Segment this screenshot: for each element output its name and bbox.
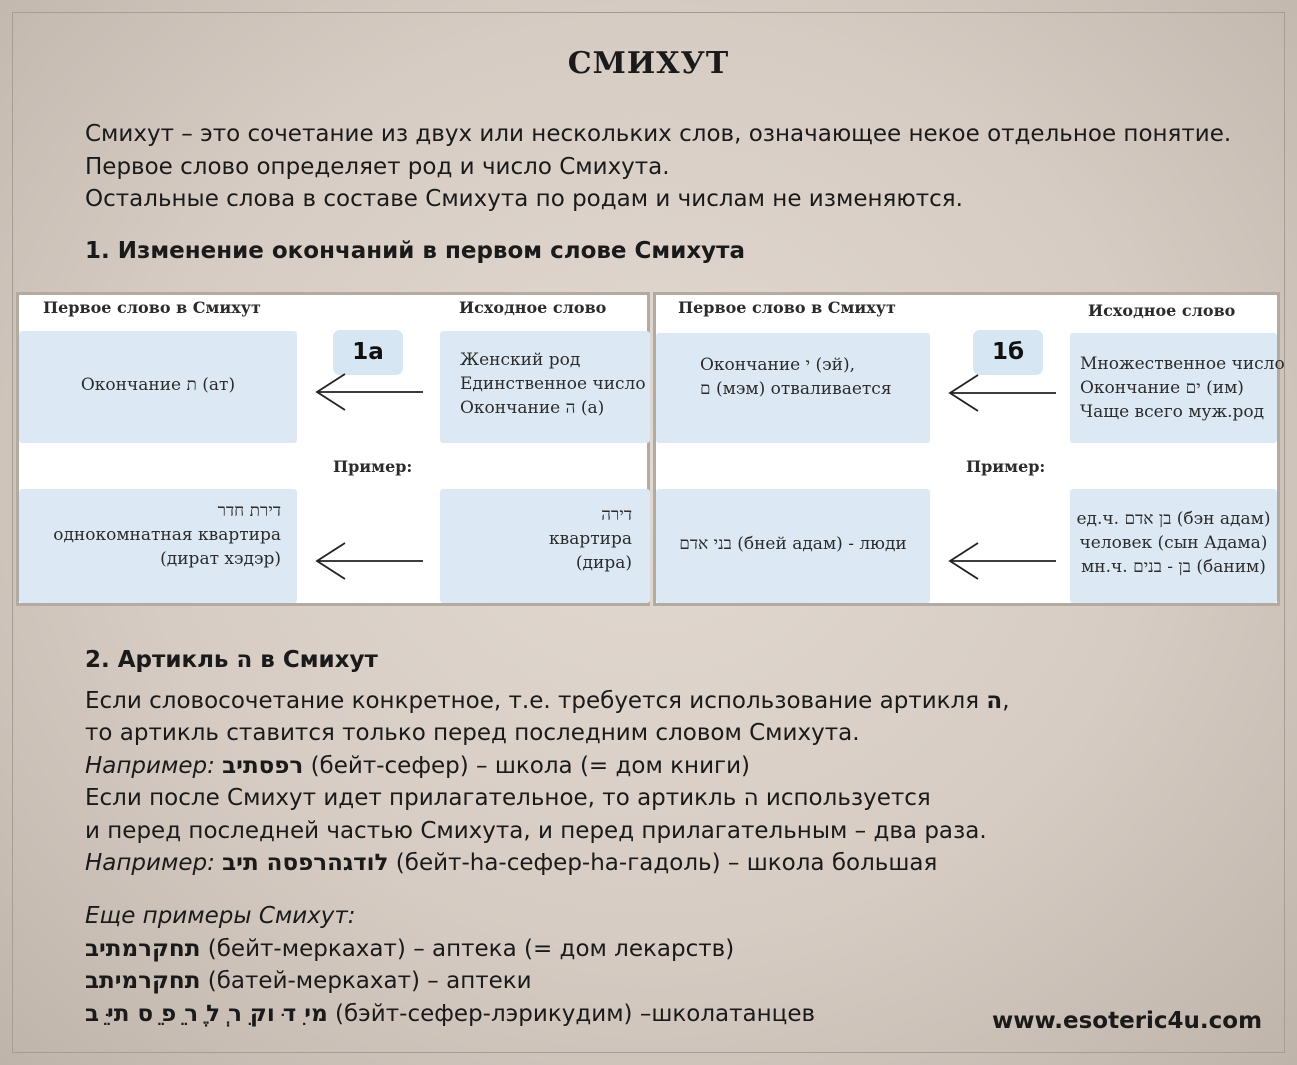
box-line: Чаще всего муж.род [1080, 402, 1265, 422]
box-line: Множественное число [1080, 354, 1285, 374]
section1-heading: 1. Изменение окончаний в первом слове Смихута [85, 238, 746, 264]
box-line: (дира) [575, 553, 632, 573]
text-line: то артикль ставится только перед последним словом Смихута. [85, 720, 860, 746]
hebrew-word: מי ִד ּוק ִר ְל ֶר ֵפ ֵס תי ֵּב [85, 1000, 328, 1027]
example-result-box [19, 489, 297, 603]
example-line [85, 847, 1010, 880]
result-ending-box [656, 333, 930, 443]
example-source-box [440, 489, 650, 603]
example-label: Пример: [333, 457, 413, 476]
heading-text: Еще примеры Смихут: [85, 903, 356, 929]
box-line: человек (сын Адама) [1079, 533, 1268, 553]
panel-1a [16, 292, 650, 606]
badge-1a: 1а [333, 330, 403, 375]
hebrew-word: תחקרמיתב [85, 968, 201, 994]
panel-header-source-word: Исходное слово [459, 298, 607, 317]
arrow-left-icon [946, 541, 1058, 581]
source-word-box [440, 331, 650, 443]
example-result-box [656, 489, 930, 603]
page-title: СМИХУТ [567, 46, 730, 81]
text-line [85, 685, 1010, 718]
example-line [85, 998, 815, 1031]
panel-header-first-word: Первое слово в Смихут [678, 298, 896, 317]
panel-header-first-word: Первое слово в Смихут [43, 298, 261, 317]
box-line: Окончание ה (а) [460, 398, 605, 418]
example-label: Например: [85, 850, 215, 876]
website-link[interactable]: www.esoteric4u.com [992, 1008, 1263, 1034]
box-line: Окончание ים (им) [1080, 378, 1244, 398]
hebrew-word: תחקרמתיב [85, 935, 201, 962]
panel-header-source-word: Исходное слово [1088, 301, 1236, 320]
box-line: ם (мэм) отваливается [700, 379, 892, 399]
text-fragment: , [1002, 687, 1010, 714]
more-examples [85, 900, 815, 1030]
hebrew-word: ה [986, 687, 1003, 714]
intro-paragraph [85, 118, 1231, 216]
intro-line: Остальные слова в составе Смихута по родам и числам не изменяются. [85, 186, 963, 212]
intro-line: Смихут – это сочетание из двух или нескольких слов, означающее некое отдельное понятие. [85, 121, 1232, 147]
example-label: Пример: [966, 457, 1046, 476]
box-line: Окончание ת (ат) [80, 375, 236, 395]
more-examples-heading [85, 900, 815, 933]
section2-heading: 2. Артикль ה в Смихут [85, 647, 378, 673]
panel-1b [653, 292, 1285, 606]
box-line: Женский род [460, 350, 581, 370]
source-word-box [1070, 333, 1285, 443]
text-fragment: (батей-меркахат) – аптеки [200, 968, 532, 994]
box-line: ед.ч. בן אדם (бэн адам) [1076, 509, 1271, 529]
example-line [85, 933, 815, 966]
box-line: דירה [601, 505, 632, 525]
intro-line: Первое слово определяет род и число Смихута. [85, 153, 670, 180]
box-line: Единственное число [460, 374, 646, 394]
section2 [85, 644, 1010, 880]
text-fragment: (бейт-меркахат) – аптека (= дом лекарств) [200, 935, 735, 962]
example-label: Например: [85, 752, 215, 779]
text-line: и перед последней частью Смихута, и перед прилагательным – два раза. [85, 817, 987, 844]
box-line: однокомнатная квартира [53, 525, 281, 545]
arrow-left-icon [313, 541, 425, 581]
badge-1b: 1б [973, 330, 1043, 375]
example-source-box [1070, 489, 1277, 603]
box-line: דירת חדר [217, 501, 281, 521]
arrow-left-icon [946, 373, 1058, 413]
box-line: квартира [549, 529, 632, 549]
box-line: мн.ч. בן - בנים (баним) [1081, 557, 1266, 577]
text-fragment: (бейт-hа-сефер-hа-гадоль) – школа большая [388, 850, 938, 876]
text-fragment: (бэйт-сефер-лэрикудим) –школатанцев [327, 1000, 816, 1027]
text-fragment: Если словосочетание конкретное, т.е. требуется использование артикля [85, 687, 987, 714]
text-fragment: (бейт-сефер) – школа (= дом книги) [303, 752, 751, 779]
hebrew-word: לודגהרפסה תיב [222, 850, 389, 876]
box-line: בני אדם (бней адам) - люди [679, 534, 907, 554]
box-line: Окончание י (эй), [700, 355, 856, 375]
box-line: (дират хэдэр) [160, 549, 281, 569]
result-ending-box [19, 331, 297, 443]
hebrew-word: רפסתיב [222, 752, 304, 779]
example-line [85, 750, 1010, 783]
example-line [85, 965, 815, 998]
text-line: Если после Смихут идет прилагательное, то артикль ה используется [85, 785, 931, 811]
arrow-left-icon [313, 372, 425, 412]
